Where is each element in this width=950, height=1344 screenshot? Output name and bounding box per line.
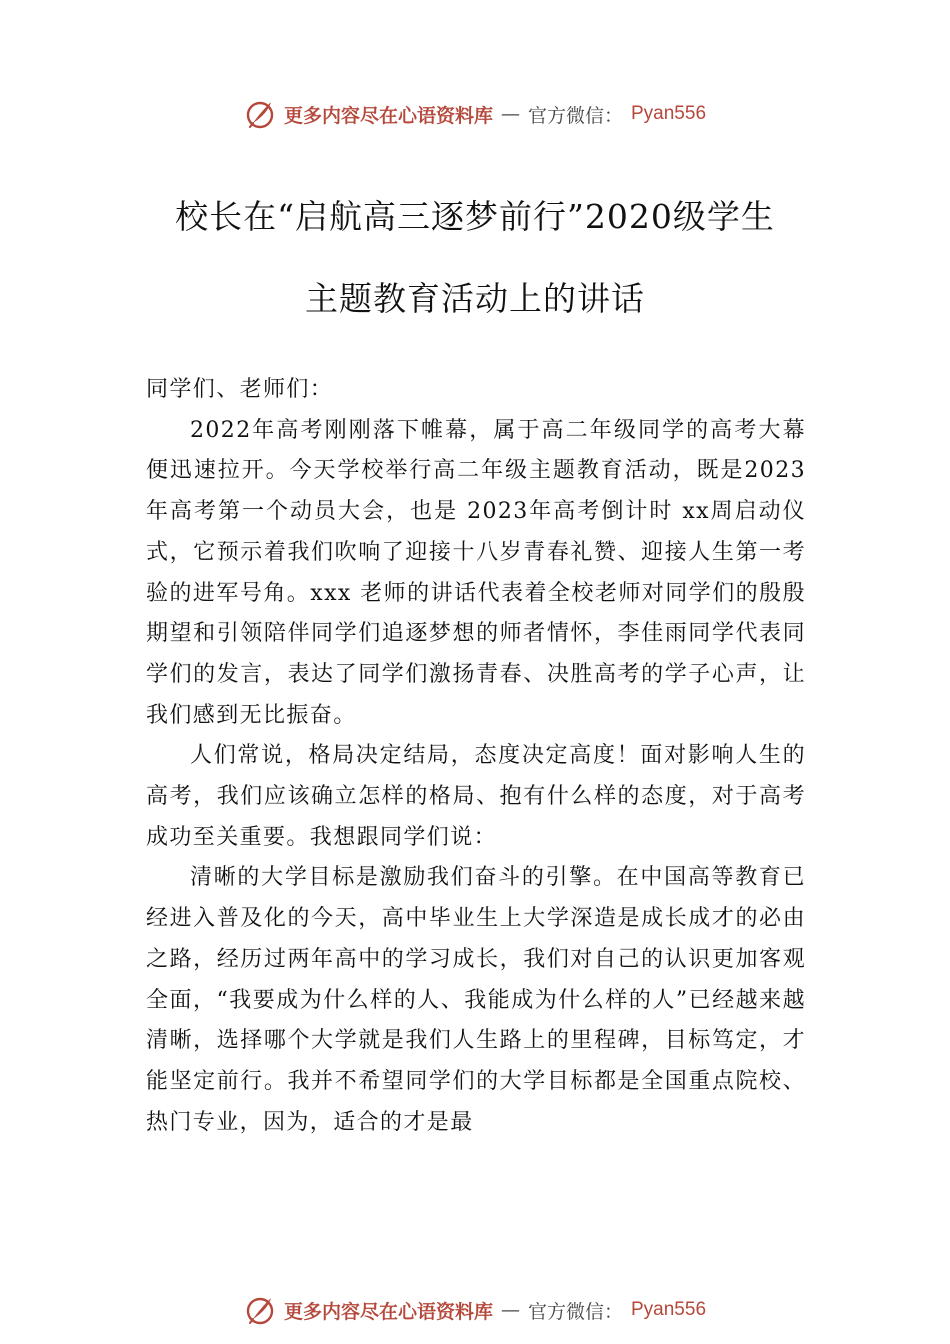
banner-dash: — — [500, 103, 520, 125]
banner-main-text: 更多内容尽在心语资料库 — [283, 104, 493, 127]
banner-wechat-label: 官方微信： — [527, 1300, 623, 1323]
banner-main-text: 更多内容尽在心语资料库 — [283, 1300, 493, 1323]
header-watermark-banner — [0, 96, 950, 132]
document-title — [100, 176, 850, 340]
banner-wechat-label: 官方微信： — [527, 104, 623, 127]
paragraph: 人们常说，格局决定结局，态度决定高度！面对影响人生的高考，我们应该确立怎样的格局、抱有什么样的态度，对于高考成功至关重要。我想跟同学们说： — [146, 743, 806, 850]
quill-logo-icon — [244, 1294, 276, 1326]
salutation: 同学们、老师们： — [146, 377, 334, 402]
paragraph: 2022年高考刚刚落下帷幕，属于高二年级同学的高考大幕便迅速拉开。今天学校举行高二年级主题教育活动，既是2023年高考第一个动员大会，也是 2023年高考倒计时 xx周启动仪式，它预示着我们吹响了迎接十八岁青春礼赞、迎接人生第一考验的进军号角。xxx 老师的讲话代表着全校老师对同学们的殷殷期望和引领陪伴同学们追逐梦想的师者情怀，李佳雨同学代表同学们的发言，表达了同学们激扬青春、决胜高考的学子心声，让我们感到无比振奋。 — [146, 417, 806, 728]
title-line-1: 校长在“启航高三逐梦前行”2020级学生 — [175, 197, 775, 236]
banner-wechat-id: Pyan556 — [631, 1299, 707, 1320]
banner-wechat-id: Pyan556 — [631, 103, 707, 124]
quill-logo-icon — [244, 98, 276, 130]
document-body — [146, 370, 806, 1143]
banner-dash: — — [500, 1299, 520, 1321]
title-line-2: 主题教育活动上的讲话 — [305, 279, 645, 318]
footer-watermark-banner — [0, 1292, 950, 1328]
paragraph: 清晰的大学目标是激励我们奋斗的引擎。在中国高等教育已经进入普及化的今天，高中毕业生上大学深造是成长成才的必由之路，经历过两年高中的学习成长，我们对自己的认识更加客观全面，“我要成为什么样的人、我能成为什么样的人”已经越来越清晰，选择哪个大学就是我们人生路上的里程碑，目标笃定，才能坚定前行。我并不希望同学们的大学目标都是全国重点院校、热门专业，因为，适合的才是最 — [146, 865, 806, 1135]
